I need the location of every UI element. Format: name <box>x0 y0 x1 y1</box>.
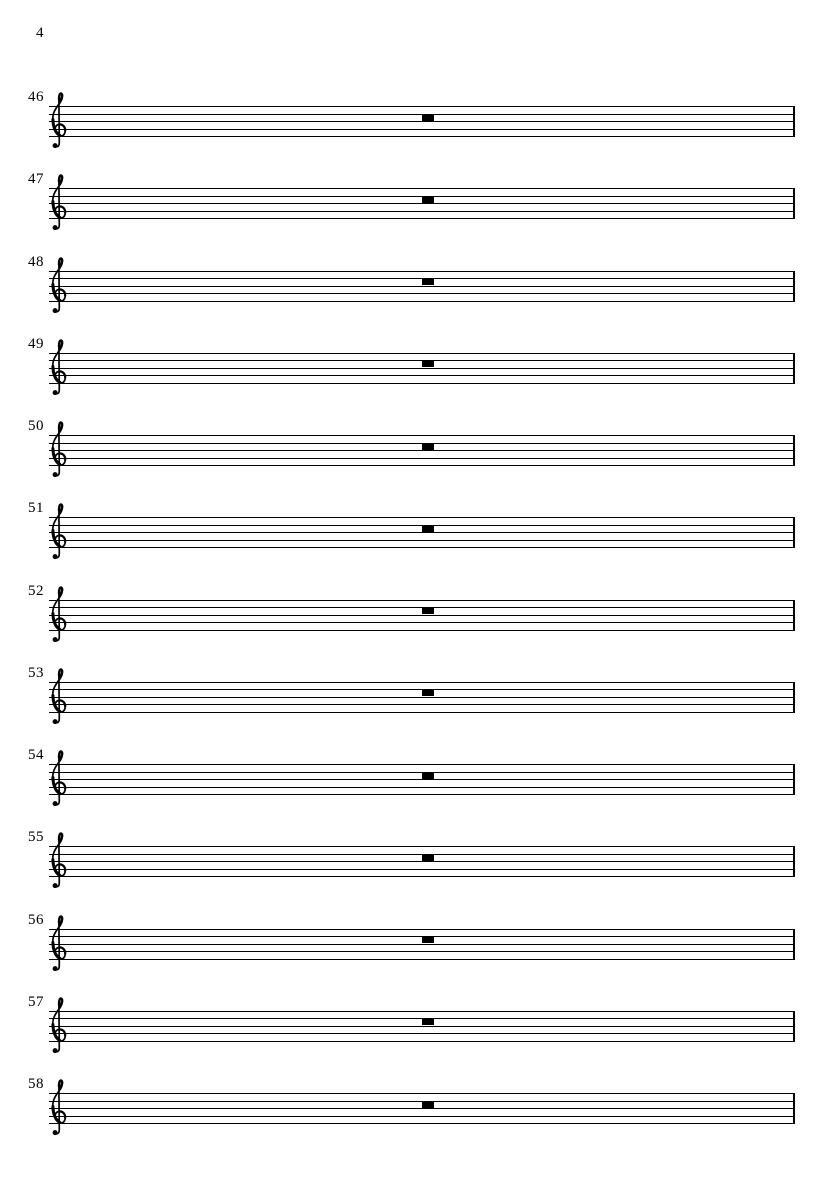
treble-clef-icon <box>48 915 70 972</box>
staff-line <box>49 1011 795 1012</box>
staff-line <box>49 540 795 541</box>
staff-system <box>28 253 795 302</box>
treble-clef-icon <box>48 257 70 314</box>
staff-line <box>49 697 795 698</box>
staff-line <box>49 794 795 795</box>
staff-line <box>49 106 795 107</box>
staff-system <box>28 993 795 1042</box>
end-barline <box>793 271 795 302</box>
end-barline <box>793 846 795 877</box>
staff-line <box>49 944 795 945</box>
measure-number-label: 51 <box>28 500 44 517</box>
staff-line <box>49 1041 795 1042</box>
measure-number-label: 55 <box>28 829 44 846</box>
treble-clef-icon <box>48 339 70 396</box>
end-barline <box>793 353 795 384</box>
end-barline <box>793 106 795 137</box>
staff-system <box>28 500 795 548</box>
staff-system <box>28 747 795 795</box>
whole-rest-icon <box>422 608 434 614</box>
staff-line <box>49 787 795 788</box>
staff-line <box>49 1093 795 1094</box>
staff-line <box>49 211 795 212</box>
staff-system <box>28 829 795 877</box>
staff-line <box>49 764 795 765</box>
whole-rest-icon <box>422 855 434 861</box>
page-number: 4 <box>36 25 44 41</box>
whole-rest-icon <box>422 773 434 779</box>
staff-line <box>49 203 795 204</box>
measure-number-label: 54 <box>28 747 44 763</box>
staff-line <box>49 435 795 436</box>
end-barline <box>793 764 795 795</box>
measure-number-label: 53 <box>28 664 44 681</box>
treble-clef-icon <box>48 421 70 478</box>
staff-line <box>49 779 795 780</box>
staff-line <box>49 353 795 354</box>
staff-line <box>49 218 795 219</box>
staff-line <box>49 383 795 384</box>
staff-line <box>49 712 795 713</box>
whole-rest-icon <box>422 937 434 943</box>
treble-clef-icon <box>48 92 70 149</box>
measure-number-label: 56 <box>28 911 44 928</box>
staff-system <box>28 582 795 631</box>
end-barline <box>793 517 795 548</box>
measure-number-label: 57 <box>28 993 44 1010</box>
staff-system <box>28 171 795 219</box>
whole-rest-icon <box>422 690 434 696</box>
staff-line <box>49 630 795 631</box>
treble-clef-icon <box>48 668 70 725</box>
staff-system <box>28 1076 795 1124</box>
staff-line <box>49 876 795 877</box>
end-barline <box>793 682 795 713</box>
staff-line <box>49 450 795 451</box>
end-barline <box>793 929 795 960</box>
staff-line <box>49 622 795 623</box>
treble-clef-icon <box>48 1079 70 1136</box>
staff-line <box>49 1033 795 1034</box>
end-barline <box>793 1093 795 1124</box>
end-barline <box>793 600 795 631</box>
staff-line <box>49 846 795 847</box>
whole-rest-icon <box>422 197 434 203</box>
staff-system <box>28 89 795 137</box>
staff-line <box>49 293 795 294</box>
end-barline <box>793 1011 795 1042</box>
treble-clef-icon <box>48 503 70 560</box>
staff-line <box>49 136 795 137</box>
treble-clef-icon <box>48 174 70 231</box>
staff-line <box>49 682 795 683</box>
staff-line <box>49 1026 795 1027</box>
staff-line <box>49 188 795 189</box>
staff-line <box>49 615 795 616</box>
staff-line <box>49 465 795 466</box>
measure-number-label: 49 <box>28 335 44 352</box>
staff-system <box>28 911 795 960</box>
staff-line <box>49 532 795 533</box>
staff-line <box>49 704 795 705</box>
end-barline <box>793 188 795 219</box>
whole-rest-icon <box>422 361 434 367</box>
staff-line <box>49 959 795 960</box>
measure-number-label: 48 <box>28 253 44 270</box>
whole-rest-icon <box>422 1019 434 1025</box>
staff-system <box>28 418 795 466</box>
treble-clef-icon <box>48 832 70 889</box>
staff-line <box>49 121 795 122</box>
end-barline <box>793 435 795 466</box>
staff-line <box>49 271 795 272</box>
staff-line <box>49 458 795 459</box>
measure-number-label: 58 <box>28 1076 44 1092</box>
measure-number-label: 47 <box>28 171 44 188</box>
staff-line <box>49 517 795 518</box>
staff-line <box>49 951 795 952</box>
measure-number-label: 46 <box>28 89 44 105</box>
staff-line <box>49 301 795 302</box>
staff-line <box>49 368 795 369</box>
staff-line <box>49 1108 795 1109</box>
staff-system <box>28 664 795 713</box>
staff-line <box>49 600 795 601</box>
whole-rest-icon <box>422 115 434 121</box>
staff-line <box>49 869 795 870</box>
treble-clef-icon <box>48 586 70 643</box>
measure-number-label: 52 <box>28 582 44 599</box>
staff-line <box>49 1123 795 1124</box>
whole-rest-icon <box>422 279 434 285</box>
staff-line <box>49 1116 795 1117</box>
measure-number-label: 50 <box>28 418 44 434</box>
whole-rest-icon <box>422 526 434 532</box>
treble-clef-icon <box>48 997 70 1054</box>
staff-line <box>49 286 795 287</box>
treble-clef-icon <box>48 750 70 807</box>
staff-line <box>49 375 795 376</box>
whole-rest-icon <box>422 1102 434 1108</box>
staff-system <box>28 335 795 384</box>
staff-line <box>49 129 795 130</box>
staff-line <box>49 861 795 862</box>
whole-rest-icon <box>422 444 434 450</box>
staff-line <box>49 929 795 930</box>
staff-line <box>49 547 795 548</box>
